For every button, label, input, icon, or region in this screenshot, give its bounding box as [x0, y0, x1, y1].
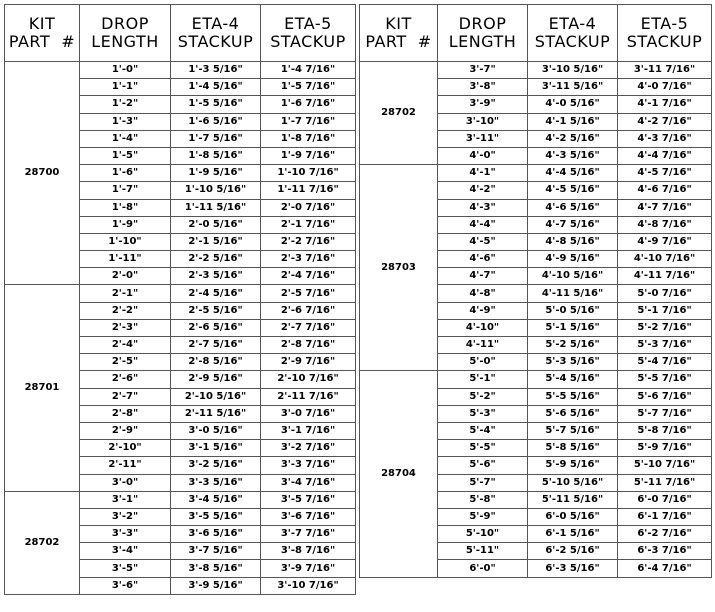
- drop-length-cell: 3'-7": [438, 62, 528, 79]
- eta4-stackup-cell: 3'-1 5/16": [171, 440, 261, 457]
- eta5-stackup-cell: 5'-4 7/16": [618, 354, 712, 371]
- eta4-stackup-cell: 6'-3 5/16": [528, 560, 618, 577]
- eta4-stackup-cell: 2'-3 5/16": [171, 268, 261, 285]
- eta5-stackup-cell: 6'-3 7/16": [618, 543, 712, 560]
- eta5-stackup-cell: 3'-11 7/16": [618, 62, 712, 79]
- header-row: [5, 5, 356, 62]
- drop-length-cell: 2'-5": [80, 354, 171, 371]
- eta5-stackup-cell: 5'-8 7/16": [618, 422, 712, 439]
- eta4-stackup-cell: 2'-4 5/16": [171, 285, 261, 302]
- drop-length-cell: 3'-11": [438, 130, 528, 147]
- eta5-stackup-cell: 2'-8 7/16": [261, 337, 356, 354]
- eta4-stackup-cell: 6'-1 5/16": [528, 526, 618, 543]
- drop-length-cell: 1'-6": [80, 165, 171, 182]
- drop-length-cell: 6'-0": [438, 560, 528, 577]
- eta5-stackup-cell: 5'-1 7/16": [618, 302, 712, 319]
- eta5-stackup-cell: 2'-11 7/16": [261, 388, 356, 405]
- eta5-stackup-cell: 4'-6 7/16": [618, 182, 712, 199]
- eta4-stackup-cell: 5'-3 5/16": [528, 354, 618, 371]
- eta4-stackup-cell: 4'-2 5/16": [528, 130, 618, 147]
- table-row: [5, 491, 356, 508]
- drop-length-cell: 1'-10": [80, 233, 171, 250]
- eta4-stackup-cell: 6'-0 5/16": [528, 508, 618, 525]
- drop-length-cell: 5'-5": [438, 440, 528, 457]
- eta5-stackup-cell: 1'-6 7/16": [261, 96, 356, 113]
- eta5-stackup-cell: 2'-5 7/16": [261, 285, 356, 302]
- table-row: [360, 371, 712, 388]
- eta4-stackup-cell: 4'-7 5/16": [528, 216, 618, 233]
- eta4-stackup-cell: 1'-9 5/16": [171, 165, 261, 182]
- eta4-stackup-cell: 4'-5 5/16": [528, 182, 618, 199]
- drop-length-cell: 2'-10": [80, 440, 171, 457]
- eta4-stackup-cell: 3'-9 5/16": [171, 577, 261, 594]
- drop-length-cell: 3'-10": [438, 113, 528, 130]
- drop-length-header: DROP LENGTH: [80, 5, 171, 62]
- drop-length-cell: 3'-6": [80, 577, 171, 594]
- kit-part-header: KIT PART #: [360, 5, 438, 62]
- drop-length-cell: 5'-11": [438, 543, 528, 560]
- eta4-stackup-cell: 3'-11 5/16": [528, 79, 618, 96]
- eta5-stackup-cell: 2'-4 7/16": [261, 268, 356, 285]
- eta4-stackup-cell: 4'-9 5/16": [528, 251, 618, 268]
- eta4-stackup-header: ETA-4 STACKUP: [528, 5, 618, 62]
- eta5-stackup-cell: 3'-10 7/16": [261, 577, 356, 594]
- drop-length-cell: 2'-4": [80, 337, 171, 354]
- eta5-stackup-cell: 3'-6 7/16": [261, 508, 356, 525]
- eta4-stackup-cell: 3'-3 5/16": [171, 474, 261, 491]
- eta5-stackup-cell: 2'-2 7/16": [261, 233, 356, 250]
- drop-length-cell: 4'-11": [438, 337, 528, 354]
- drop-length-cell: 1'-5": [80, 147, 171, 164]
- kit-part-number: 28702: [5, 491, 80, 594]
- eta5-stackup-cell: 2'-0 7/16": [261, 199, 356, 216]
- eta5-stackup-cell: 5'-10 7/16": [618, 457, 712, 474]
- eta5-stackup-cell: 4'-10 7/16": [618, 251, 712, 268]
- drop-length-cell: 3'-5": [80, 560, 171, 577]
- drop-length-cell: 5'-8": [438, 491, 528, 508]
- drop-length-cell: 5'-2": [438, 388, 528, 405]
- eta4-stackup-cell: 2'-5 5/16": [171, 302, 261, 319]
- eta5-stackup-cell: 3'-3 7/16": [261, 457, 356, 474]
- drop-length-cell: 2'-1": [80, 285, 171, 302]
- table-row: [5, 285, 356, 302]
- eta4-stackup-cell: 5'-2 5/16": [528, 337, 618, 354]
- drop-length-cell: 1'-4": [80, 130, 171, 147]
- drop-length-cell: 4'-1": [438, 165, 528, 182]
- eta4-stackup-cell: 2'-6 5/16": [171, 319, 261, 336]
- eta4-stackup-cell: 2'-1 5/16": [171, 233, 261, 250]
- eta5-stackup-cell: 1'-5 7/16": [261, 79, 356, 96]
- drop-length-cell: 4'-4": [438, 216, 528, 233]
- drop-length-cell: 1'-8": [80, 199, 171, 216]
- eta4-stackup-cell: 4'-4 5/16": [528, 165, 618, 182]
- eta5-stackup-cell: 5'-7 7/16": [618, 405, 712, 422]
- drop-length-cell: 3'-1": [80, 491, 171, 508]
- drop-length-cell: 2'-0": [80, 268, 171, 285]
- eta5-stackup-cell: 1'-9 7/16": [261, 147, 356, 164]
- eta4-stackup-cell: 5'-6 5/16": [528, 405, 618, 422]
- eta5-stackup-cell: 3'-4 7/16": [261, 474, 356, 491]
- eta5-stackup-cell: 5'-0 7/16": [618, 285, 712, 302]
- eta4-stackup-cell: 3'-5 5/16": [171, 508, 261, 525]
- kit-part-number: 28703: [360, 165, 438, 371]
- drop-length-cell: 3'-4": [80, 543, 171, 560]
- eta5-stackup-cell: 4'-9 7/16": [618, 233, 712, 250]
- eta5-stackup-header: ETA-5 STACKUP: [618, 5, 712, 62]
- eta5-stackup-cell: 4'-8 7/16": [618, 216, 712, 233]
- eta4-stackup-cell: 1'-10 5/16": [171, 182, 261, 199]
- eta5-stackup-cell: 6'-4 7/16": [618, 560, 712, 577]
- eta4-stackup-cell: 1'-7 5/16": [171, 130, 261, 147]
- eta5-stackup-cell: 1'-7 7/16": [261, 113, 356, 130]
- right-kit-table: [359, 4, 712, 578]
- drop-length-cell: 1'-3": [80, 113, 171, 130]
- eta4-stackup-cell: 3'-2 5/16": [171, 457, 261, 474]
- drop-length-cell: 4'-8": [438, 285, 528, 302]
- kit-part-number: 28702: [360, 62, 438, 165]
- eta5-stackup-cell: 4'-3 7/16": [618, 130, 712, 147]
- eta5-stackup-cell: 3'-9 7/16": [261, 560, 356, 577]
- eta5-stackup-cell: 2'-1 7/16": [261, 216, 356, 233]
- eta4-stackup-cell: 4'-11 5/16": [528, 285, 618, 302]
- eta4-stackup-cell: 5'-10 5/16": [528, 474, 618, 491]
- eta5-stackup-cell: 4'-5 7/16": [618, 165, 712, 182]
- eta5-stackup-cell: 5'-11 7/16": [618, 474, 712, 491]
- drop-length-cell: 3'-2": [80, 508, 171, 525]
- eta4-stackup-cell: 3'-0 5/16": [171, 422, 261, 439]
- eta5-stackup-cell: 3'-8 7/16": [261, 543, 356, 560]
- eta4-stackup-cell: 1'-3 5/16": [171, 62, 261, 79]
- eta4-stackup-cell: 6'-2 5/16": [528, 543, 618, 560]
- drop-length-cell: 4'-7": [438, 268, 528, 285]
- eta4-stackup-cell: 2'-9 5/16": [171, 371, 261, 388]
- eta4-stackup-cell: 3'-8 5/16": [171, 560, 261, 577]
- drop-length-cell: 5'-9": [438, 508, 528, 525]
- drop-length-cell: 3'-0": [80, 474, 171, 491]
- eta5-stackup-cell: 5'-3 7/16": [618, 337, 712, 354]
- eta4-stackup-cell: 1'-11 5/16": [171, 199, 261, 216]
- eta5-stackup-cell: 2'-3 7/16": [261, 251, 356, 268]
- eta5-stackup-cell: 5'-2 7/16": [618, 319, 712, 336]
- eta4-stackup-cell: 5'-4 5/16": [528, 371, 618, 388]
- eta5-stackup-cell: 6'-0 7/16": [618, 491, 712, 508]
- drop-length-cell: 3'-3": [80, 526, 171, 543]
- eta4-stackup-cell: 5'-0 5/16": [528, 302, 618, 319]
- table-row: [360, 62, 712, 79]
- eta4-stackup-cell: 2'-2 5/16": [171, 251, 261, 268]
- eta4-stackup-cell: 5'-1 5/16": [528, 319, 618, 336]
- eta5-stackup-cell: 2'-9 7/16": [261, 354, 356, 371]
- eta5-stackup-cell: 1'-4 7/16": [261, 62, 356, 79]
- eta5-stackup-cell: 5'-5 7/16": [618, 371, 712, 388]
- drop-length-cell: 5'-4": [438, 422, 528, 439]
- kit-part-number: 28704: [360, 371, 438, 577]
- kit-part-number: 28701: [5, 285, 80, 491]
- eta4-stackup-cell: 1'-5 5/16": [171, 96, 261, 113]
- drop-length-cell: 3'-8": [438, 79, 528, 96]
- drop-length-cell: 5'-6": [438, 457, 528, 474]
- eta5-stackup-cell: 6'-1 7/16": [618, 508, 712, 525]
- eta5-stackup-cell: 3'-0 7/16": [261, 405, 356, 422]
- drop-length-cell: 2'-6": [80, 371, 171, 388]
- drop-length-cell: 1'-2": [80, 96, 171, 113]
- eta4-stackup-cell: 1'-6 5/16": [171, 113, 261, 130]
- eta4-stackup-header: ETA-4 STACKUP: [171, 5, 261, 62]
- eta5-stackup-cell: 4'-4 7/16": [618, 147, 712, 164]
- eta4-stackup-cell: 5'-11 5/16": [528, 491, 618, 508]
- eta4-stackup-cell: 5'-9 5/16": [528, 457, 618, 474]
- drop-length-cell: 1'-9": [80, 216, 171, 233]
- drop-length-cell: 1'-11": [80, 251, 171, 268]
- eta4-stackup-cell: 1'-8 5/16": [171, 147, 261, 164]
- eta5-stackup-cell: 3'-1 7/16": [261, 422, 356, 439]
- drop-length-cell: 2'-8": [80, 405, 171, 422]
- eta5-stackup-cell: 1'-8 7/16": [261, 130, 356, 147]
- left-kit-table: [4, 4, 356, 595]
- eta5-stackup-cell: 4'-1 7/16": [618, 96, 712, 113]
- kit-part-number: 28700: [5, 62, 80, 285]
- eta4-stackup-cell: 3'-7 5/16": [171, 543, 261, 560]
- drop-length-cell: 4'-3": [438, 199, 528, 216]
- drop-length-cell: 1'-1": [80, 79, 171, 96]
- eta5-stackup-cell: 3'-7 7/16": [261, 526, 356, 543]
- eta5-stackup-cell: 5'-6 7/16": [618, 388, 712, 405]
- eta4-stackup-cell: 2'-10 5/16": [171, 388, 261, 405]
- eta4-stackup-cell: 5'-8 5/16": [528, 440, 618, 457]
- drop-length-cell: 2'-7": [80, 388, 171, 405]
- eta4-stackup-cell: 3'-6 5/16": [171, 526, 261, 543]
- drop-length-cell: 1'-0": [80, 62, 171, 79]
- eta4-stackup-cell: 4'-1 5/16": [528, 113, 618, 130]
- drop-length-cell: 4'-5": [438, 233, 528, 250]
- eta5-stackup-cell: 1'-11 7/16": [261, 182, 356, 199]
- drop-length-cell: 5'-0": [438, 354, 528, 371]
- eta5-stackup-cell: 2'-10 7/16": [261, 371, 356, 388]
- drop-length-cell: 4'-9": [438, 302, 528, 319]
- eta5-stackup-cell: 6'-2 7/16": [618, 526, 712, 543]
- eta4-stackup-cell: 2'-0 5/16": [171, 216, 261, 233]
- drop-length-header: DROP LENGTH: [438, 5, 528, 62]
- drop-length-cell: 5'-1": [438, 371, 528, 388]
- eta5-stackup-cell: 3'-2 7/16": [261, 440, 356, 457]
- drop-length-cell: 2'-3": [80, 319, 171, 336]
- eta4-stackup-cell: 2'-11 5/16": [171, 405, 261, 422]
- eta4-stackup-cell: 3'-10 5/16": [528, 62, 618, 79]
- drop-length-cell: 4'-0": [438, 147, 528, 164]
- drop-length-cell: 4'-6": [438, 251, 528, 268]
- drop-length-cell: 5'-10": [438, 526, 528, 543]
- eta5-stackup-cell: 4'-2 7/16": [618, 113, 712, 130]
- eta4-stackup-cell: 4'-8 5/16": [528, 233, 618, 250]
- eta4-stackup-cell: 5'-7 5/16": [528, 422, 618, 439]
- table-row: [360, 165, 712, 182]
- eta5-stackup-header: ETA-5 STACKUP: [261, 5, 356, 62]
- eta4-stackup-cell: 2'-8 5/16": [171, 354, 261, 371]
- eta4-stackup-cell: 4'-0 5/16": [528, 96, 618, 113]
- eta4-stackup-cell: 1'-4 5/16": [171, 79, 261, 96]
- eta4-stackup-cell: 5'-5 5/16": [528, 388, 618, 405]
- drop-length-cell: 2'-9": [80, 422, 171, 439]
- kit-part-header: KIT PART #: [5, 5, 80, 62]
- eta4-stackup-cell: 3'-4 5/16": [171, 491, 261, 508]
- eta4-stackup-cell: 2'-7 5/16": [171, 337, 261, 354]
- eta4-stackup-cell: 4'-3 5/16": [528, 147, 618, 164]
- drop-length-cell: 4'-10": [438, 319, 528, 336]
- header-row: [360, 5, 712, 62]
- table-row: [5, 62, 356, 79]
- eta5-stackup-cell: 5'-9 7/16": [618, 440, 712, 457]
- eta5-stackup-cell: 4'-7 7/16": [618, 199, 712, 216]
- drop-length-cell: 5'-7": [438, 474, 528, 491]
- eta4-stackup-cell: 4'-6 5/16": [528, 199, 618, 216]
- eta5-stackup-cell: 4'-0 7/16": [618, 79, 712, 96]
- eta5-stackup-cell: 2'-6 7/16": [261, 302, 356, 319]
- drop-length-cell: 2'-2": [80, 302, 171, 319]
- eta5-stackup-cell: 4'-11 7/16": [618, 268, 712, 285]
- drop-length-cell: 5'-3": [438, 405, 528, 422]
- drop-length-cell: 3'-9": [438, 96, 528, 113]
- drop-length-cell: 4'-2": [438, 182, 528, 199]
- drop-length-cell: 1'-7": [80, 182, 171, 199]
- eta5-stackup-cell: 1'-10 7/16": [261, 165, 356, 182]
- eta5-stackup-cell: 3'-5 7/16": [261, 491, 356, 508]
- drop-length-cell: 2'-11": [80, 457, 171, 474]
- eta4-stackup-cell: 4'-10 5/16": [528, 268, 618, 285]
- eta5-stackup-cell: 2'-7 7/16": [261, 319, 356, 336]
